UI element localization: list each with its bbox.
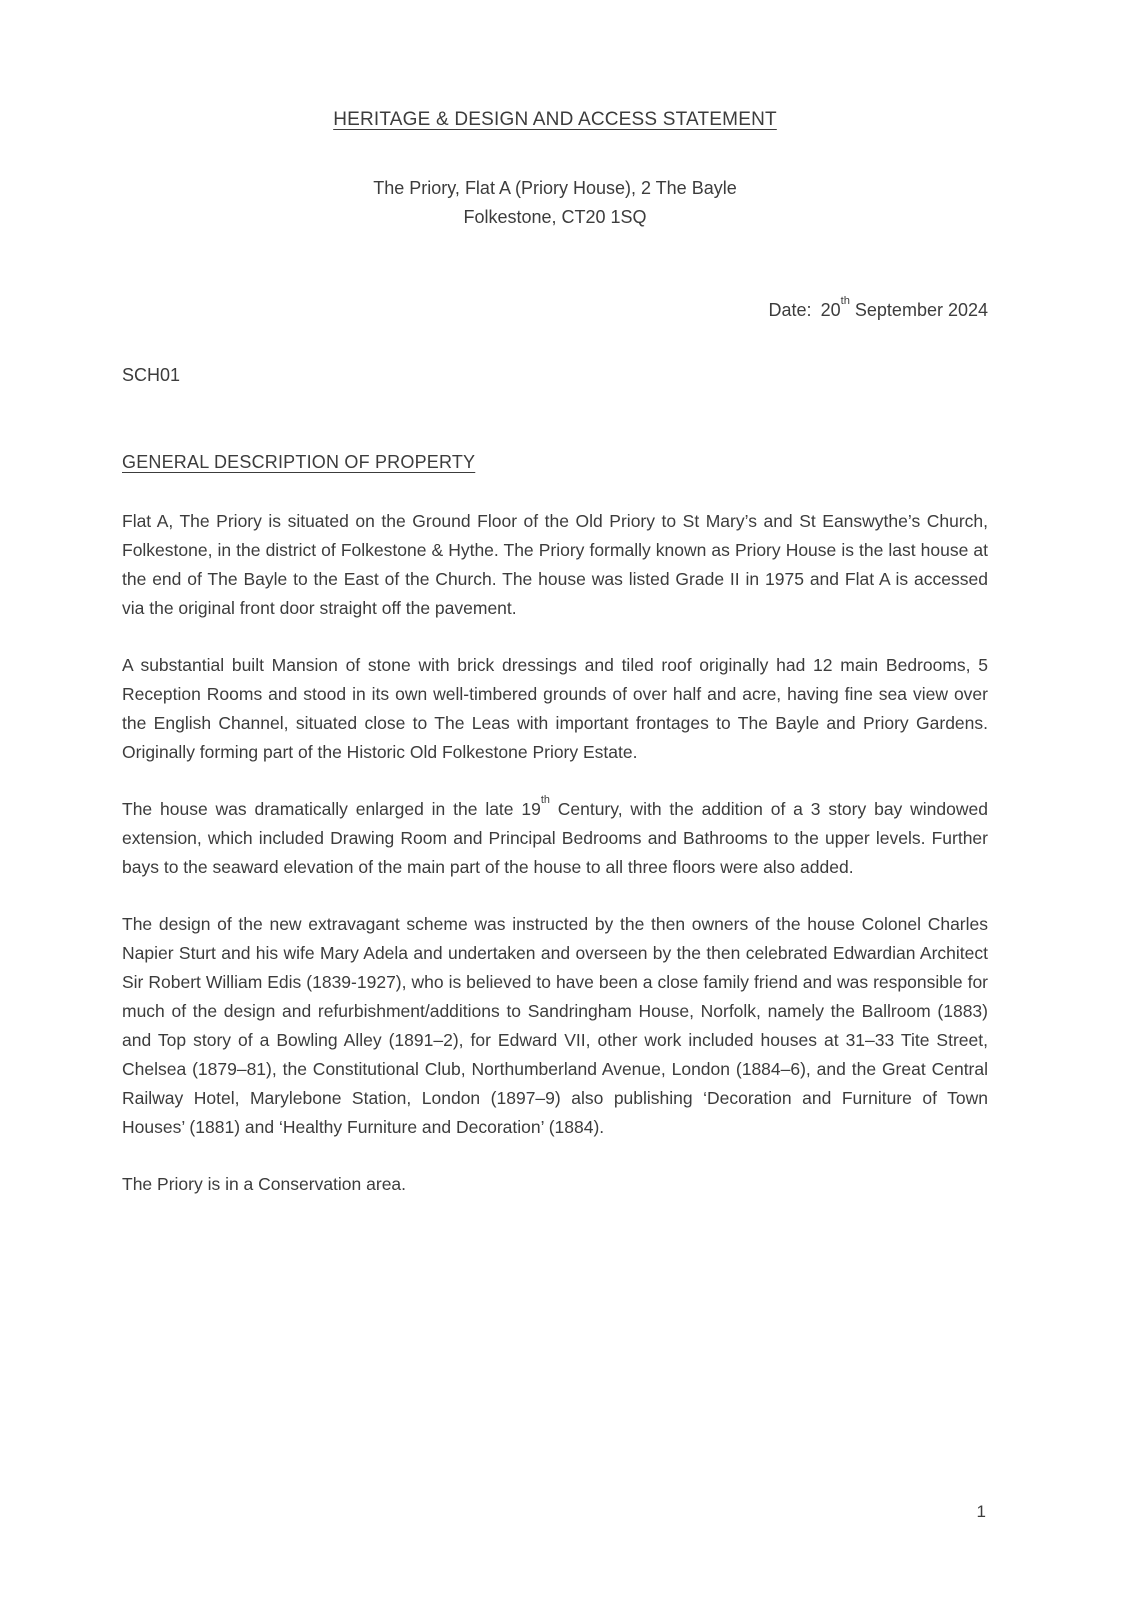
date-day: 20 xyxy=(820,300,841,320)
paragraph-enlargement-text-before-superscript: The house was dramatically enlarged in the late 19 xyxy=(122,799,541,819)
document-title: HERITAGE & DESIGN AND ACCESS STATEMENT xyxy=(333,109,777,130)
page-number: 1 xyxy=(976,1502,986,1521)
date-label: Date: xyxy=(768,300,812,320)
paragraph-enlargement-text-after-superscript: Century, with the addition of a 3 story bay windowed extension, which included Drawing Room and Principal Bedrooms and Bathrooms to the upper levels. Further bays to the seaward elevation of the main part of the house to all three floors were also added. xyxy=(122,799,988,877)
property-address xyxy=(122,174,988,232)
document-reference: SCH01 xyxy=(122,365,181,385)
address-line-2: Folkestone, CT20 1SQ xyxy=(463,207,647,227)
address-line-1: The Priory, Flat A (Priory House), 2 The Bayle xyxy=(373,178,737,198)
paragraph-mansion-description: A substantial built Mansion of stone with brick dressings and tiled roof originally had 12 main Bedrooms, 5 Reception Rooms and stood in its own well-timbered grounds of over half and acre, having fine sea view over the English Channel, situated close to The Leas with important frontages to The Bayle and Priory Gardens. Originally forming part of the Historic Old Folkestone Priory Estate. xyxy=(122,655,988,762)
date-rest: September 2024 xyxy=(849,300,988,320)
date-ordinal: th xyxy=(840,294,850,307)
paragraph-conservation-area: The Priory is in a Conservation area. xyxy=(122,1174,407,1194)
paragraph-enlargement xyxy=(122,795,988,882)
century-ordinal: th xyxy=(540,794,550,807)
paragraph-architect-history: The design of the new extravagant scheme was instructed by the then owners of the house Colonel Charles Napier Sturt and his wife Mary Adela and undertaken and overseen by the then celebrated Edwardian Architect Sir Robert William Edis (1839-1927), who is believed to have been a close family friend and was responsible for much of the design and refurbishment/additions to Sandringham House, Norfolk, namely the Ballroom (1883) and Top story of a Bowling Alley (1891–2), for Edward VII, other work included houses at 31–33 Tite Street, Chelsea (1879–81), the Constitutional Club, Northumberland Avenue, London (1884–6), and the Great Central Railway Hotel, Marylebone Station, London (1897–9) also publishing ‘Decoration and Furniture of Town Houses’ (1881) and ‘Healthy Furniture and Decoration’ (1884). xyxy=(122,914,988,1137)
paragraph-location: Flat A, The Priory is situated on the Ground Floor of the Old Priory to St Mary’s and St Eanswythe’s Church, Folkestone, in the district of Folkestone & Hythe. The Priory formally known as Priory House is the last house at the end of The Bayle to the East of the Church. The house was listed Grade II in 1975 and Flat A is accessed via the original front door straight off the pavement. xyxy=(122,511,988,618)
date-line xyxy=(122,296,988,325)
section-heading-general-description: GENERAL DESCRIPTION OF PROPERTY xyxy=(122,452,476,472)
